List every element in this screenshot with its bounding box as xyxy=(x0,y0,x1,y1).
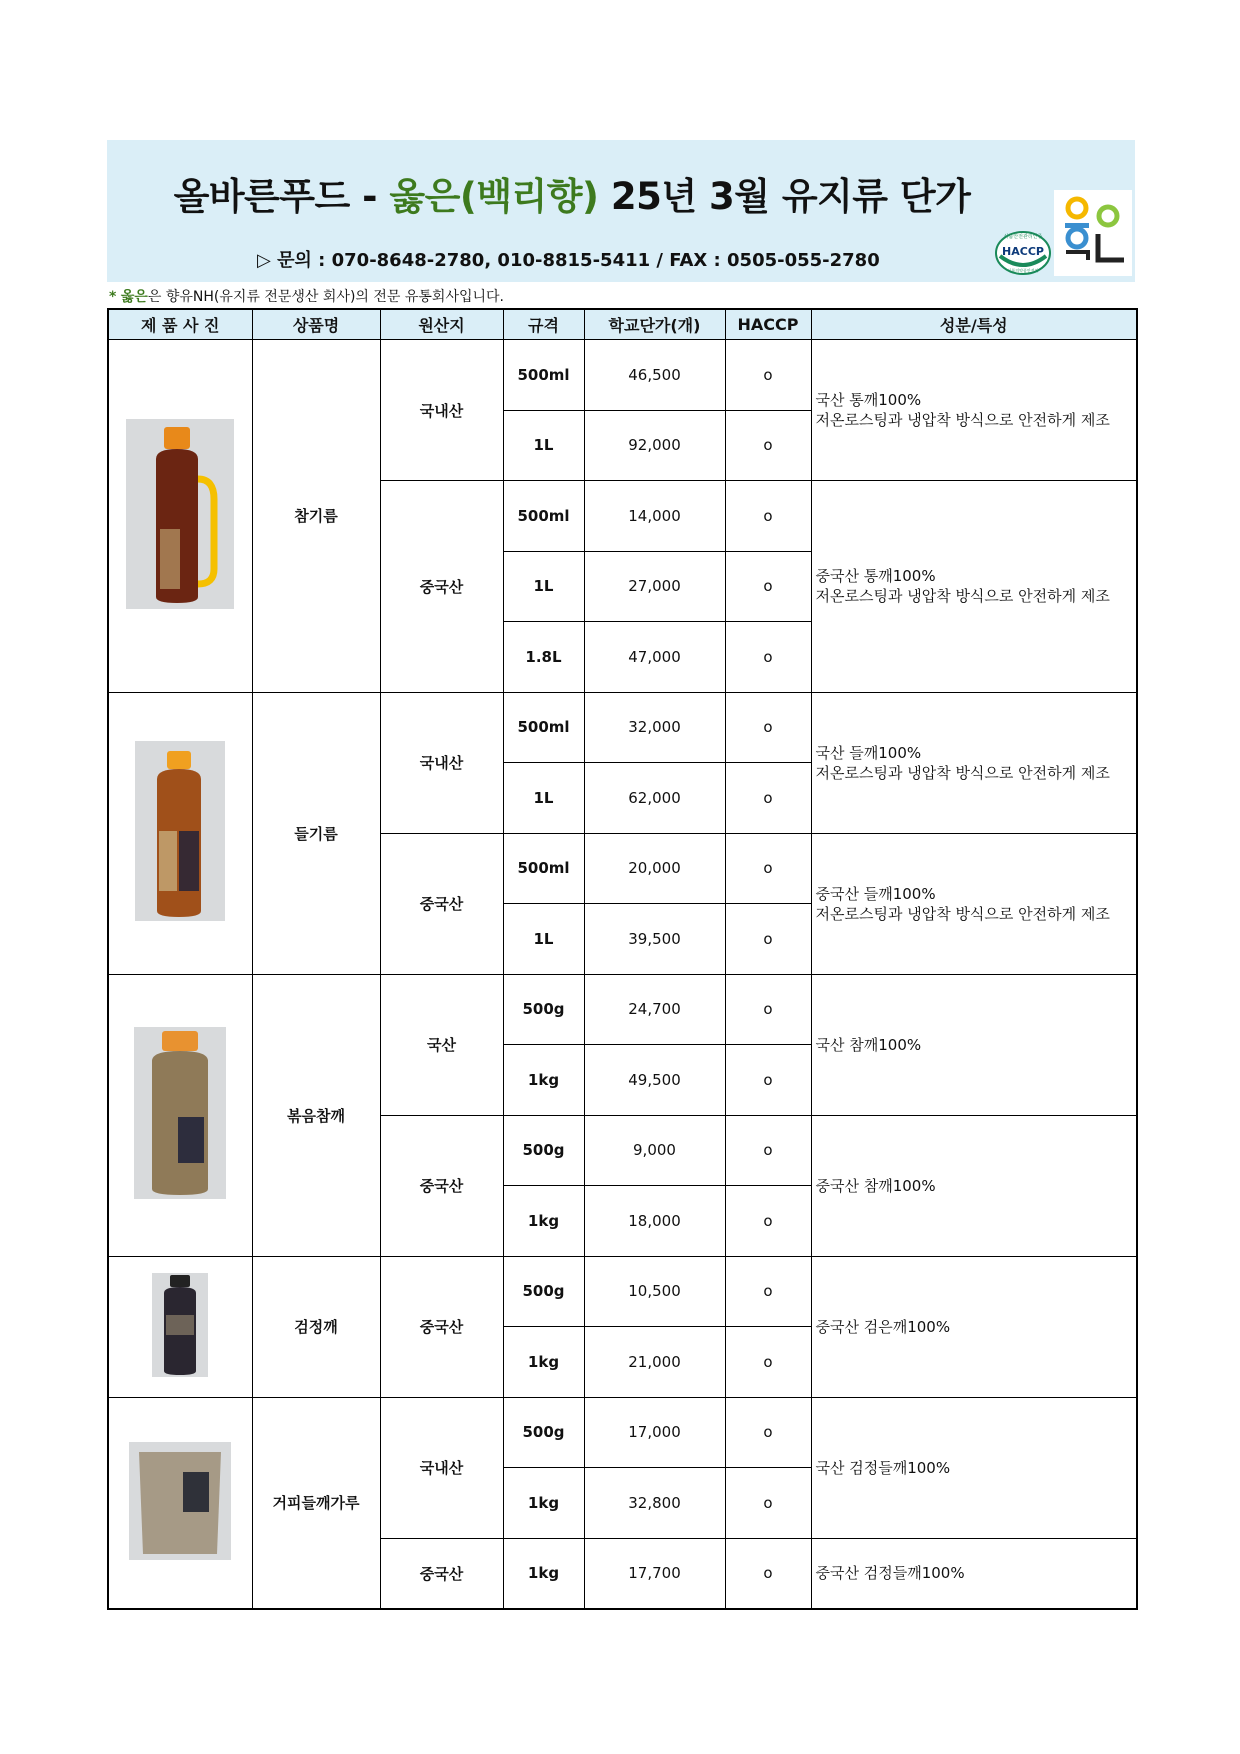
haccp-cell: o xyxy=(725,481,811,552)
price-cell: 46,500 xyxy=(584,340,725,411)
description-cell xyxy=(811,340,1137,481)
spec-cell: 1L xyxy=(503,904,584,975)
note-star: * xyxy=(109,289,117,305)
price-cell: 39,500 xyxy=(584,904,725,975)
spec-cell: 1kg xyxy=(503,1045,584,1116)
price-cell: 24,700 xyxy=(584,974,725,1045)
spec-cell: 500g xyxy=(503,1397,584,1468)
price-cell: 14,000 xyxy=(584,481,725,552)
description-line: 국산 들깨100% xyxy=(815,743,922,762)
description-line: 저온로스팅과 냉압착 방식으로 안전하게 제조 xyxy=(815,763,1110,782)
haccp-cell: o xyxy=(725,1256,811,1327)
product-photo xyxy=(134,1027,226,1199)
price-cell: 18,000 xyxy=(584,1186,725,1257)
origin-cell: 중국산 xyxy=(380,1256,503,1397)
note-brand: 옳은 xyxy=(120,289,148,305)
spec-cell: 500g xyxy=(503,1256,584,1327)
description-line: 중국산 참깨100% xyxy=(815,1176,936,1195)
origin-cell: 중국산 xyxy=(380,833,503,974)
description-cell xyxy=(811,1115,1137,1256)
description-line: 저온로스팅과 냉압착 방식으로 안전하게 제조 xyxy=(815,411,1110,429)
haccp-cell: o xyxy=(725,692,811,763)
title-part1: 올바른푸드 - xyxy=(173,175,390,218)
description-cell xyxy=(811,974,1137,1115)
table-header-row xyxy=(108,309,1137,340)
price-cell: 9,000 xyxy=(584,1115,725,1186)
spec-cell: 500ml xyxy=(503,481,584,552)
spec-cell: 500ml xyxy=(503,692,584,763)
description-cell xyxy=(811,833,1137,974)
header-spec: 규격 xyxy=(503,309,584,340)
description-cell xyxy=(811,692,1137,833)
table-row xyxy=(108,974,1137,1045)
haccp-cell: o xyxy=(725,763,811,834)
haccp-cell: o xyxy=(725,1468,811,1539)
header-product-name: 상품명 xyxy=(252,309,380,340)
spec-cell: 1kg xyxy=(503,1468,584,1539)
description-line: 국산 참깨100% xyxy=(815,1035,922,1054)
haccp-bottom-text: 식품의약품안전처 xyxy=(1007,268,1039,273)
price-cell: 47,000 xyxy=(584,622,725,693)
description-line: 저온로스팅과 냉압착 방식으로 안전하게 제조 xyxy=(815,904,1110,923)
price-cell: 21,000 xyxy=(584,1327,725,1398)
haccp-cell: o xyxy=(725,551,811,622)
description-line: 중국산 검은깨100% xyxy=(815,1317,951,1336)
origin-cell: 국내산 xyxy=(380,340,503,481)
product-photo-cell xyxy=(108,1397,252,1609)
price-cell: 20,000 xyxy=(584,833,725,904)
origin-cell: 국내산 xyxy=(380,692,503,833)
haccp-cell: o xyxy=(725,1538,811,1609)
price-cell: 10,500 xyxy=(584,1256,725,1327)
product-photo xyxy=(129,1442,231,1560)
product-name: 볶음참깨 xyxy=(252,974,380,1256)
spec-cell: 500g xyxy=(503,974,584,1045)
table-row xyxy=(108,1256,1137,1327)
product-photo-cell xyxy=(108,340,252,693)
description-line: 저온로스팅과 냉압착 방식으로 안전하게 제조 xyxy=(815,587,1110,606)
product-photo-cell xyxy=(108,1256,252,1397)
header-banner xyxy=(107,140,1135,282)
product-photo xyxy=(126,419,234,609)
haccp-cell: o xyxy=(725,622,811,693)
description-cell xyxy=(811,1397,1137,1538)
header-description: 성분/특성 xyxy=(811,309,1137,340)
product-photo-cell xyxy=(108,974,252,1256)
description-line: 중국산 들깨100% xyxy=(815,884,936,903)
haccp-top-text: 식품안전관리인증 xyxy=(1003,234,1043,240)
product-photo-cell xyxy=(108,692,252,974)
description-cell xyxy=(811,1256,1137,1397)
product-photo xyxy=(152,1273,208,1377)
haccp-cell: o xyxy=(725,1327,811,1398)
page-title xyxy=(107,166,1037,220)
origin-cell: 국산 xyxy=(380,974,503,1115)
brand-note xyxy=(109,286,504,306)
title-brand: 옳은(백리향) xyxy=(389,175,599,218)
price-cell: 32,800 xyxy=(584,1468,725,1539)
price-cell: 62,000 xyxy=(584,763,725,834)
origin-cell: 중국산 xyxy=(380,1115,503,1256)
haccp-cell: o xyxy=(725,1045,811,1116)
spec-cell: 1L xyxy=(503,410,584,481)
contact-info: ▷ 문의 : 070-8648-2780, 010-8815-5411 / FAX : 0505-055-2780 xyxy=(257,250,880,271)
description-line: 국산 통깨100% xyxy=(815,391,922,409)
origin-cell: 중국산 xyxy=(380,1538,503,1609)
haccp-cell: o xyxy=(725,974,811,1045)
spec-cell: 1L xyxy=(503,763,584,834)
product-name: 검정깨 xyxy=(252,1256,380,1397)
haccp-cell: o xyxy=(725,410,811,481)
note-text: 은 향유NH(유지류 전문생산 회사)의 전문 유통회사입니다. xyxy=(147,289,504,305)
origin-cell: 중국산 xyxy=(380,481,503,693)
header-photo: 제 품 사 진 xyxy=(108,309,252,340)
description-line: 국산 검정들깨100% xyxy=(815,1458,951,1477)
haccp-cell: o xyxy=(725,833,811,904)
header-price: 학교단가(개) xyxy=(584,309,725,340)
price-cell: 92,000 xyxy=(584,410,725,481)
haccp-cell: o xyxy=(725,1186,811,1257)
brand-logo-icon xyxy=(1054,190,1132,276)
spec-cell: 1.8L xyxy=(503,622,584,693)
table-row xyxy=(108,692,1137,763)
header-origin: 원산지 xyxy=(380,309,503,340)
header-haccp: HACCP xyxy=(725,309,811,340)
haccp-mark-icon xyxy=(994,226,1052,276)
haccp-cell: o xyxy=(725,904,811,975)
haccp-cell: o xyxy=(725,340,811,411)
description-line: 중국산 통깨100% xyxy=(815,567,936,586)
price-table xyxy=(107,308,1138,1610)
spec-cell: 500g xyxy=(503,1115,584,1186)
haccp-label: HACCP xyxy=(1002,245,1044,258)
spec-cell: 1kg xyxy=(503,1538,584,1609)
price-cell: 27,000 xyxy=(584,551,725,622)
spec-cell: 1L xyxy=(503,551,584,622)
spec-cell: 500ml xyxy=(503,340,584,411)
table-row xyxy=(108,340,1137,411)
price-cell: 49,500 xyxy=(584,1045,725,1116)
spec-cell: 500ml xyxy=(503,833,584,904)
price-cell: 17,000 xyxy=(584,1397,725,1468)
title-part2: 25년 3월 유지류 단가 xyxy=(598,175,971,218)
product-name: 들기름 xyxy=(252,692,380,974)
description-line: 중국산 검정들깨100% xyxy=(815,1564,965,1583)
haccp-cell: o xyxy=(725,1397,811,1468)
haccp-cell: o xyxy=(725,1115,811,1186)
spec-cell: 1kg xyxy=(503,1327,584,1398)
spec-cell: 1kg xyxy=(503,1186,584,1257)
product-name: 참기름 xyxy=(252,340,380,693)
product-photo xyxy=(135,741,225,921)
product-name: 거피들깨가루 xyxy=(252,1397,380,1609)
origin-cell: 국내산 xyxy=(380,1397,503,1538)
description-cell xyxy=(811,481,1137,693)
price-cell: 32,000 xyxy=(584,692,725,763)
description-cell xyxy=(811,1538,1137,1609)
price-cell: 17,700 xyxy=(584,1538,725,1609)
table-row xyxy=(108,1397,1137,1468)
